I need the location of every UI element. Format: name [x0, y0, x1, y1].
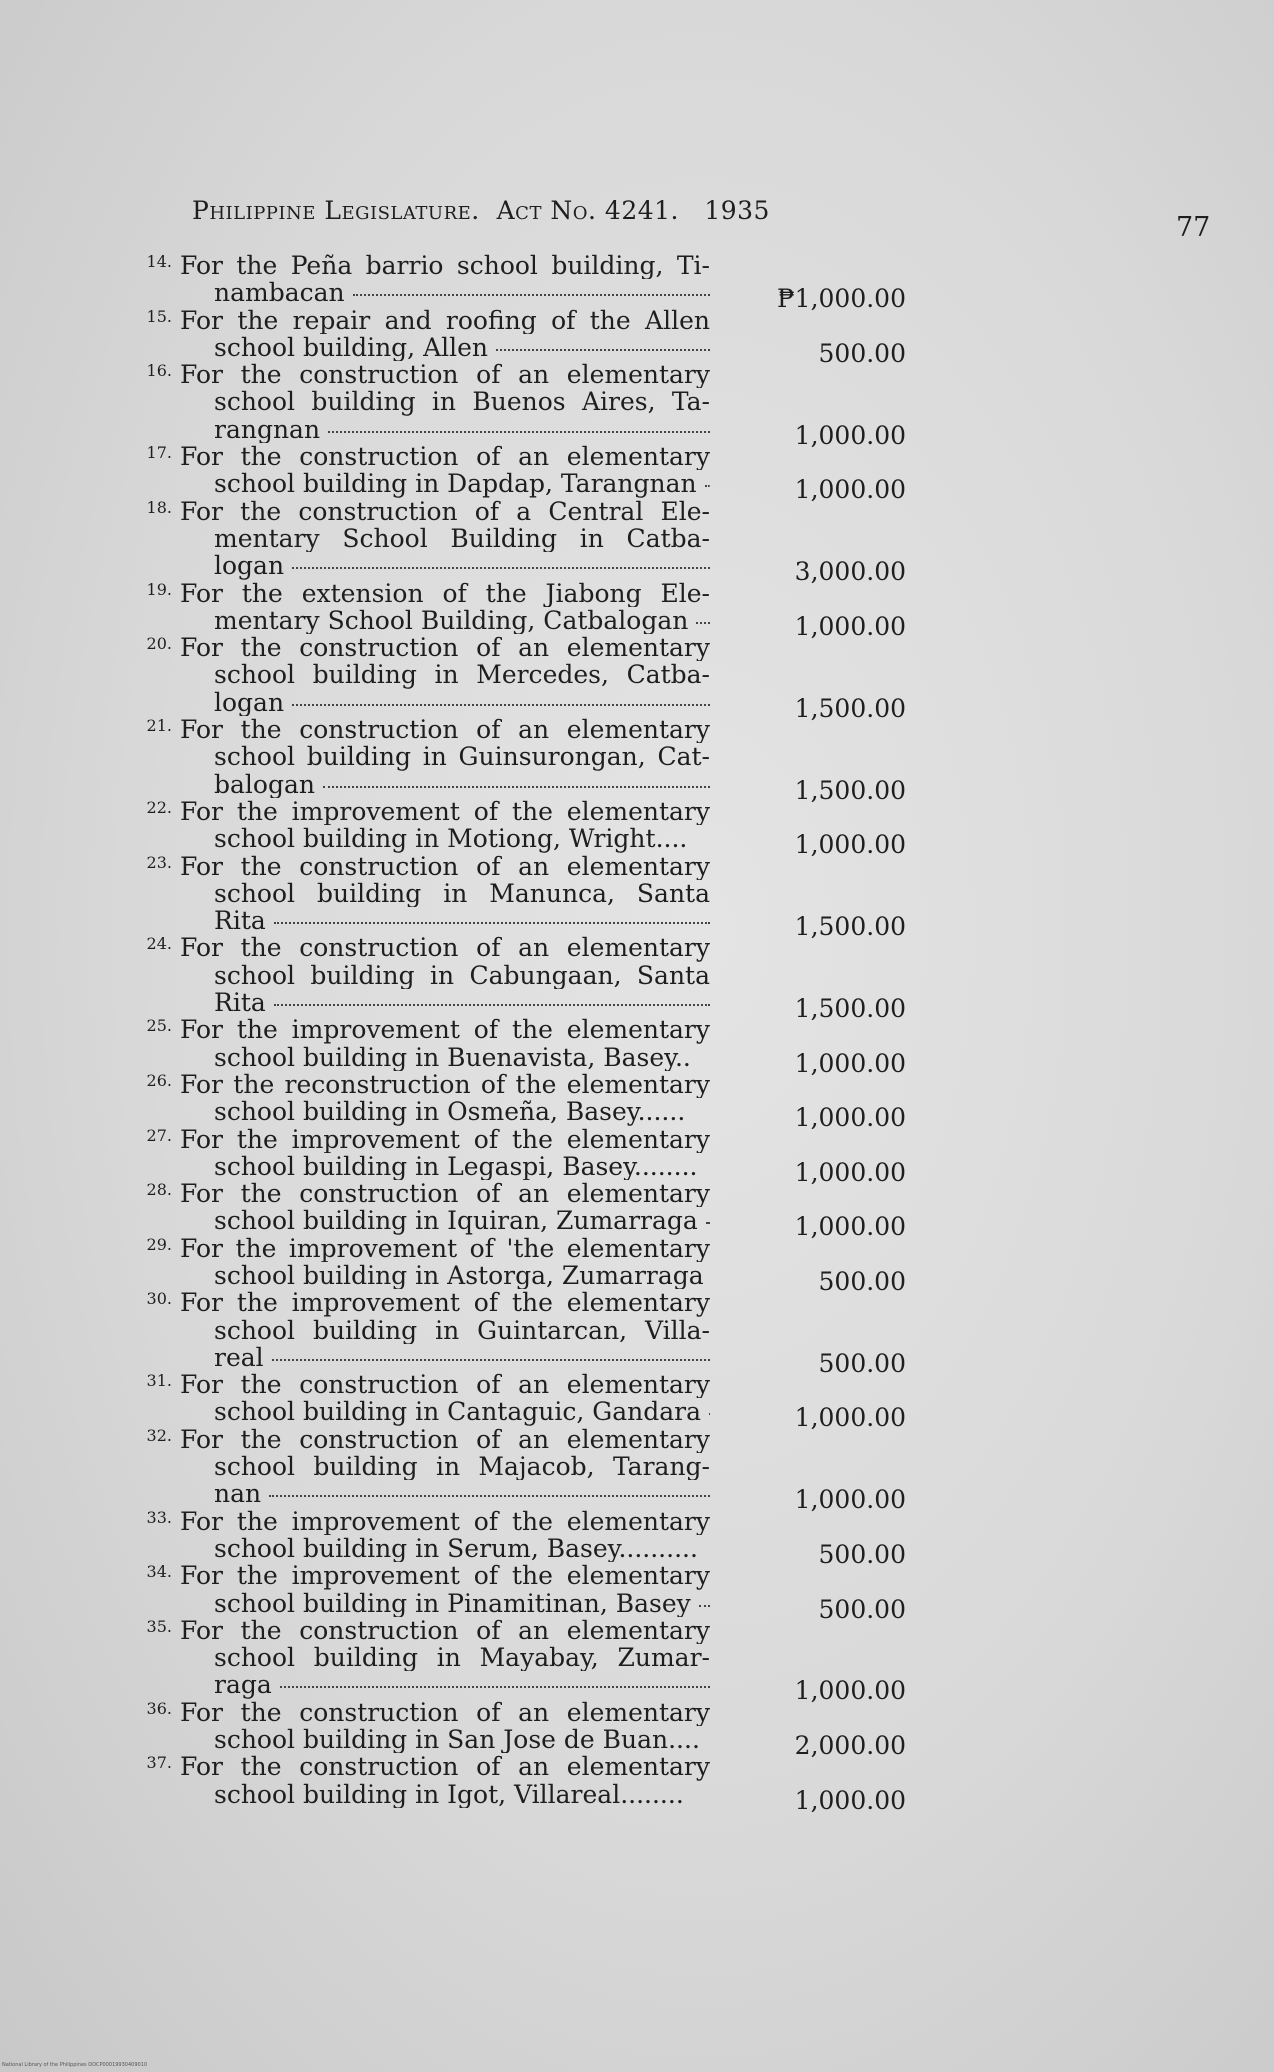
dot-leader — [353, 294, 710, 296]
dot-leader — [269, 1495, 710, 1497]
item-text: school building in Iquiran, Zumarraga — [214, 1207, 698, 1235]
item-amount: 2,000.00 — [794, 1731, 906, 1761]
item-description — [116, 1371, 710, 1426]
appropriation-item — [116, 579, 906, 641]
item-number: 30. — [146, 1289, 172, 1309]
item-description — [116, 1016, 710, 1071]
appropriation-item — [116, 1562, 906, 1624]
item-text: school building in Buenavista, Basey.. — [214, 1043, 691, 1071]
item-number: 32. — [146, 1425, 172, 1445]
appropriation-item — [116, 1180, 906, 1242]
item-number: 35. — [146, 1616, 172, 1636]
item-number: 33. — [146, 1507, 172, 1527]
item-text-line: For the construction of an elementary — [180, 934, 710, 962]
item-text-line: For the construction of a Central Ele- — [180, 497, 710, 525]
page-number: 77 — [1176, 212, 1211, 243]
item-text-line-last — [180, 1153, 710, 1180]
item-description — [116, 798, 710, 853]
item-amount: 500.00 — [818, 1594, 906, 1624]
item-text-line-last — [180, 1262, 710, 1289]
dot-leader — [699, 1605, 710, 1607]
appropriation-item — [116, 306, 906, 368]
item-number: 16. — [146, 361, 172, 381]
header-legislature: Philippine Legislature. — [192, 196, 480, 225]
dot-leader — [323, 786, 710, 788]
item-text-line: For the construction of an elementary — [180, 1425, 710, 1454]
item-amount: 1,000.00 — [794, 420, 906, 450]
item-text: school building, Allen — [214, 333, 489, 362]
item-text-line-last — [180, 771, 710, 798]
item-text-line: For the Peña barrio school building, Ti- — [180, 252, 710, 280]
item-text-line: school building in Buenos Aires, Ta- — [214, 388, 710, 416]
item-text-line-last — [180, 1535, 710, 1562]
item-text-line: For the improvement of the elementary — [180, 1289, 710, 1317]
item-description — [116, 361, 710, 443]
item-text-line: For the improvement of 'the elementary — [180, 1234, 710, 1262]
item-number: 26. — [146, 1070, 172, 1090]
item-text-line: For the construction of an elementary — [180, 361, 710, 389]
dot-leader — [292, 704, 710, 706]
item-text: Rita — [214, 989, 266, 1017]
item-text-line-last — [180, 1098, 710, 1125]
dot-leader — [705, 485, 710, 487]
item-text: school building in Serum, Basey.......... — [214, 1534, 698, 1563]
item-text: school building in Motiong, Wright.... — [214, 825, 688, 853]
item-text-line: For the construction of an elementary — [180, 634, 710, 662]
item-amount: 1,000.00 — [794, 475, 906, 505]
item-text-line-last — [180, 825, 710, 852]
item-description — [116, 1753, 710, 1808]
item-amount: 3,000.00 — [794, 557, 906, 587]
item-number: 25. — [146, 1016, 172, 1036]
item-text-line-last — [180, 689, 710, 716]
appropriation-item — [116, 1289, 906, 1378]
appropriation-item — [116, 1616, 906, 1706]
appropriation-item — [116, 1125, 906, 1187]
item-text: real — [214, 1343, 264, 1372]
item-text-line-last — [180, 1044, 710, 1071]
item-text-line-last — [180, 1344, 710, 1371]
item-amount: 1,000.00 — [794, 1485, 906, 1515]
item-text: balogan — [214, 770, 315, 798]
dot-leader — [292, 567, 710, 569]
dot-leader — [272, 1359, 710, 1361]
appropriation-item — [116, 797, 906, 860]
item-text: school building in Pinamitinan, Basey — [214, 1589, 691, 1617]
dot-leader — [696, 622, 710, 624]
item-description — [116, 1126, 710, 1181]
item-number: 20. — [146, 634, 172, 654]
item-text-line-last — [180, 552, 710, 579]
item-amount: 1,000.00 — [794, 1157, 906, 1187]
appropriation-item — [116, 1016, 906, 1078]
dot-leader — [496, 349, 710, 351]
item-text: logan — [214, 552, 285, 580]
item-text-line: For the extension of the Jiabong Ele- — [180, 579, 710, 607]
item-text-line-last — [180, 1781, 710, 1808]
item-amount: 1,000.00 — [794, 1103, 906, 1133]
item-number: 24. — [146, 934, 172, 954]
item-text-line: For the improvement of the elementary — [180, 1125, 710, 1153]
appropriation-item — [116, 852, 906, 942]
item-number: 36. — [146, 1698, 172, 1718]
item-text: raga — [214, 1671, 272, 1699]
item-text-line: mentary School Building in Catba- — [214, 524, 710, 553]
item-number: 23. — [146, 852, 172, 872]
item-text-line: school building in Manunca, Santa — [214, 879, 710, 908]
item-text-line: school building in Majacob, Tarang- — [214, 1453, 710, 1481]
item-amount: 1,000.00 — [794, 1048, 906, 1078]
appropriation-item — [116, 716, 906, 805]
item-number: 31. — [146, 1371, 172, 1391]
item-description — [116, 443, 710, 498]
dot-leader — [280, 1686, 710, 1688]
item-text-line: For the repair and roofing of the Allen — [180, 306, 710, 334]
item-text-line-last — [180, 989, 710, 1016]
item-number: 22. — [146, 797, 172, 817]
running-head — [192, 196, 842, 225]
item-text-line: For the construction of an elementary — [180, 716, 710, 744]
item-text-line-last — [180, 1480, 710, 1507]
item-amount: 1,000.00 — [794, 1403, 906, 1433]
appropriation-item — [116, 1753, 906, 1815]
item-text-line-last — [180, 1726, 710, 1753]
header-act: Act No. 4241. — [496, 196, 679, 225]
item-amount: 1,500.00 — [794, 775, 906, 805]
item-text-line: For the improvement of the elementary — [180, 1507, 710, 1535]
item-amount: 1,000.00 — [794, 611, 906, 641]
item-text-line-last — [180, 1207, 710, 1234]
appropriation-item — [116, 634, 906, 723]
item-text-line-last — [180, 607, 710, 634]
appropriation-item — [116, 1698, 906, 1761]
item-amount: ₱1,000.00 — [777, 284, 906, 314]
item-description — [116, 1699, 710, 1754]
item-number: 21. — [146, 716, 172, 736]
item-number: 34. — [146, 1562, 172, 1582]
item-text: school building in Astorga, Zumarraga — [214, 1261, 704, 1290]
item-text: nambacan — [214, 279, 345, 307]
item-text-line: school building in Guinsurongan, Cat- — [214, 743, 710, 771]
item-description — [116, 1562, 710, 1617]
item-text-line-last — [180, 1671, 710, 1698]
item-description — [116, 580, 710, 635]
item-description — [116, 252, 710, 307]
item-number: 19. — [146, 579, 172, 599]
appropriation-item — [116, 1070, 906, 1133]
dot-leader — [706, 1222, 710, 1224]
item-description — [116, 1426, 710, 1508]
item-text-line: For the construction of an elementary — [180, 443, 710, 471]
item-text-line-last — [180, 1590, 710, 1617]
item-text: nan — [214, 1480, 262, 1508]
item-description — [116, 1508, 710, 1563]
item-text-line: school building in Mayabay, Zumar- — [214, 1644, 710, 1672]
item-description — [116, 1617, 710, 1699]
item-description — [116, 1289, 710, 1371]
appropriation-item — [116, 252, 906, 314]
item-number: 14. — [146, 252, 172, 271]
appropriation-item — [116, 361, 906, 450]
item-amount: 1,000.00 — [794, 1676, 906, 1706]
item-text: school building in San Jose de Buan.... — [214, 1726, 700, 1754]
item-amount: 1,000.00 — [794, 830, 906, 860]
item-text-line: For the construction of an elementary — [180, 1753, 710, 1781]
appropriation-item — [116, 1371, 906, 1433]
item-number: 27. — [146, 1125, 172, 1145]
item-text: school building in Dapdap, Tarangnan — [214, 470, 697, 498]
item-description — [116, 934, 710, 1016]
header-year: 1935 — [704, 196, 770, 225]
item-amount: 500.00 — [818, 1539, 906, 1569]
appropriation-item — [116, 1234, 906, 1296]
item-description — [116, 634, 710, 716]
item-text-line: For the improvement of the elementary — [180, 1016, 710, 1044]
item-text-line: For the construction of an elementary — [180, 1616, 710, 1645]
item-description — [116, 1235, 710, 1290]
item-text-line: For the construction of an elementary — [180, 1698, 710, 1727]
item-text-line: For the improvement of the elementary — [180, 797, 710, 826]
item-text-line-last — [180, 907, 710, 934]
item-text: mentary School Building, Catbalogan — [214, 606, 689, 635]
appropriation-list — [116, 252, 906, 1815]
item-text: school building in Cantaguic, Gandara — [214, 1398, 701, 1426]
item-text-line-last — [180, 1398, 710, 1425]
item-description — [116, 1071, 710, 1126]
item-text: school building in Igot, Villareal........ — [214, 1780, 684, 1808]
item-description — [116, 498, 710, 580]
item-text-line: For the improvement of the elementary — [180, 1562, 710, 1590]
item-amount: 1,500.00 — [794, 994, 906, 1024]
item-amount: 500.00 — [818, 1348, 906, 1378]
item-text-line: For the construction of an elementary — [180, 1180, 710, 1208]
appropriation-item — [116, 1425, 906, 1515]
appropriation-item — [116, 934, 906, 1024]
item-number: 29. — [146, 1234, 172, 1254]
item-number: 15. — [146, 306, 172, 326]
item-text-line: For the reconstruction of the elementary — [180, 1070, 710, 1099]
item-description — [116, 853, 710, 935]
item-text-line: school building in Mercedes, Catba- — [214, 661, 710, 689]
item-amount: 1,000.00 — [794, 1785, 906, 1815]
appropriation-item — [116, 1507, 906, 1569]
item-text: school building in Legaspi, Basey........ — [214, 1152, 698, 1181]
item-number: 18. — [146, 497, 172, 517]
item-text-line: school building in Cabungaan, Santa — [214, 961, 710, 990]
item-amount: 1,000.00 — [794, 1212, 906, 1242]
item-text: school building in Osmeña, Basey...... — [214, 1098, 686, 1126]
item-text: logan — [214, 688, 285, 717]
item-text-line: For the construction of an elementary — [180, 1371, 710, 1399]
item-number: 37. — [146, 1753, 172, 1773]
dot-leader — [328, 431, 710, 433]
appropriation-item — [116, 443, 906, 505]
item-amount: 1,500.00 — [794, 912, 906, 942]
item-text-line-last — [180, 279, 710, 306]
dot-leader — [274, 1004, 710, 1006]
item-text-line-last — [180, 334, 710, 361]
item-text: Rita — [214, 907, 266, 935]
item-amount: 500.00 — [818, 1266, 906, 1296]
item-amount: 1,500.00 — [794, 693, 906, 723]
item-text-line-last — [180, 416, 710, 443]
dot-leader — [709, 1413, 710, 1415]
item-description — [116, 716, 710, 798]
item-number: 17. — [146, 443, 172, 463]
dot-leader — [274, 922, 710, 924]
appropriation-item — [116, 497, 906, 587]
item-text-line-last — [180, 470, 710, 497]
item-number: 28. — [146, 1180, 172, 1200]
item-text: rangnan — [214, 415, 321, 444]
item-amount: 500.00 — [818, 338, 906, 368]
library-watermark: National Library of the Philippines DOCP00019930409010 — [2, 2062, 148, 2068]
item-text-line: school building in Guintarcan, Villa- — [214, 1316, 710, 1344]
item-description — [116, 307, 710, 362]
item-description — [116, 1180, 710, 1235]
item-text-line: For the construction of an elementary — [180, 852, 710, 880]
